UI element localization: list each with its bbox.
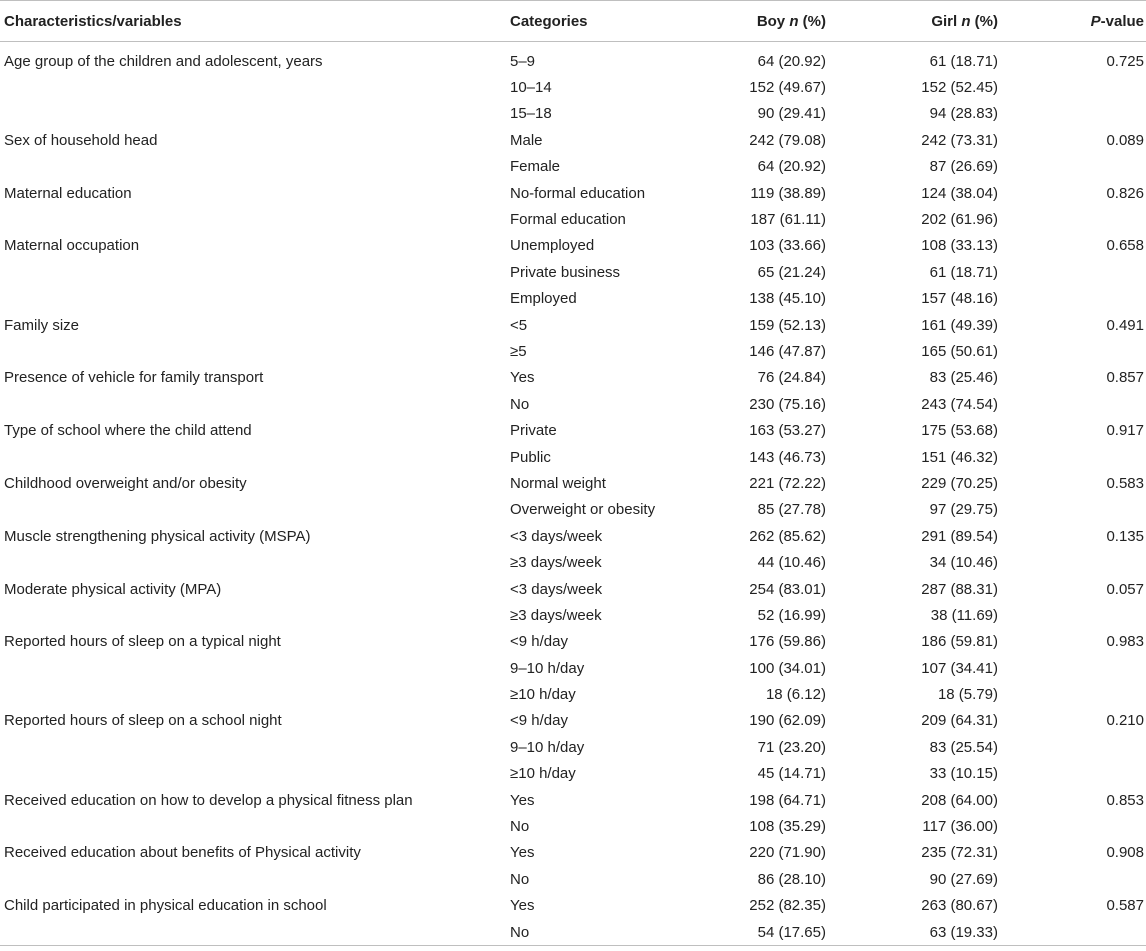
table-row [0,919,1146,946]
boy-value-cell: 138 (45.10) [749,290,826,308]
boy-value-cell: 242 (79.08) [749,131,826,149]
girl-value-cell: 235 (72.31) [921,844,998,862]
table-row [0,523,1146,549]
header-girl-n: n [961,12,971,30]
p-value-cell [998,444,1146,470]
girl-value-cell: 161 (49.39) [921,316,998,334]
table-row [0,840,1146,866]
boy-value-cell: 64 (20.92) [757,52,826,70]
p-value-cell [998,206,1146,232]
header-p-value [998,1,1146,42]
girl-value-cell: 209 (64.31) [921,712,998,730]
table-row [0,206,1146,232]
characteristic-cell: Maternal occupation [4,237,140,255]
header-girl [826,1,998,42]
characteristic-cell: Maternal education [4,184,132,202]
p-value-cell: 0.908 [1106,844,1144,862]
table-row [0,602,1146,628]
category-cell: Yes [510,369,535,387]
boy-value-cell: 76 (24.84) [757,369,826,387]
table-row [0,127,1146,153]
category-cell: No [510,818,530,836]
category-cell: No [510,395,530,413]
p-value-cell [998,74,1146,100]
boy-value-cell: 64 (20.92) [757,158,826,176]
category-cell: <5 [510,316,528,334]
girl-value-cell: 33 (10.15) [929,765,998,783]
girl-value-cell: 124 (38.04) [921,184,998,202]
characteristic-cell: Received education on how to develop a physical fitness plan [4,791,413,809]
p-value-cell [998,813,1146,839]
girl-value-cell: 242 (73.31) [921,131,998,149]
category-cell: ≥3 days/week [510,554,602,572]
category-cell: <3 days/week [510,527,603,545]
p-value-cell: 0.583 [1106,474,1144,492]
p-value-cell: 0.135 [1106,527,1144,545]
p-value-cell [998,549,1146,575]
p-value-cell [998,101,1146,127]
characteristic-cell [0,391,506,417]
boy-value-cell: 262 (85.62) [749,527,826,545]
characteristic-cell: Received education about benefits of Physical activity [4,844,361,862]
table-row [0,866,1146,892]
category-cell: Yes [510,844,535,862]
category-cell: Yes [510,791,535,809]
characteristic-cell [0,444,506,470]
category-cell: Private [510,422,557,440]
girl-value-cell: 83 (25.46) [929,369,998,387]
boy-value-cell: 190 (62.09) [749,712,826,730]
girl-value-cell: 87 (26.69) [929,158,998,176]
characteristic-cell [0,681,506,707]
p-value-cell [998,602,1146,628]
table-body [0,42,1146,946]
boy-value-cell: 221 (72.22) [749,474,826,492]
p-value-cell [998,497,1146,523]
boy-value-cell: 230 (75.16) [749,395,826,413]
table-row [0,470,1146,496]
category-cell: Employed [510,290,577,308]
characteristic-cell [0,761,506,787]
table-row [0,365,1146,391]
table-row [0,497,1146,523]
characteristic-cell [0,74,506,100]
girl-value-cell: 97 (29.75) [929,501,998,519]
category-cell: No [506,919,676,946]
table-row [0,101,1146,127]
category-cell: 9–10 h/day [510,659,585,677]
characteristic-cell [0,549,506,575]
p-value-cell [998,391,1146,417]
p-value-cell [998,655,1146,681]
girl-value-cell: 83 (25.54) [929,738,998,756]
girl-value-cell: 108 (33.13) [921,237,998,255]
p-value-cell [998,338,1146,364]
category-cell: Private business [510,263,621,281]
boy-value-cell: 159 (52.13) [749,316,826,334]
characteristic-cell [0,734,506,760]
girl-value-cell: 202 (61.96) [921,211,998,229]
boy-value-cell: 146 (47.87) [749,342,826,360]
table-row [0,154,1146,180]
category-cell: Female [510,158,561,176]
girl-value-cell: 94 (28.83) [929,105,998,123]
p-value-cell: 0.725 [1106,52,1144,70]
boy-value-cell: 103 (33.66) [749,237,826,255]
p-value-cell [998,154,1146,180]
boy-value-cell: 100 (34.01) [749,659,826,677]
table-row [0,655,1146,681]
characteristic-cell [0,813,506,839]
boy-value-cell: 163 (53.27) [749,422,826,440]
table-row [0,417,1146,443]
table-row [0,42,1146,75]
girl-value-cell: 152 (52.45) [921,79,998,97]
characteristic-cell: Reported hours of sleep on a school night [4,712,282,730]
girl-value-cell: 34 (10.46) [929,554,998,572]
characteristic-cell [0,866,506,892]
table-row [0,576,1146,602]
category-cell: Unemployed [510,237,595,255]
girl-value-cell: 61 (18.71) [929,52,998,70]
p-value-cell: 0.491 [1106,316,1144,334]
table-row [0,549,1146,575]
header-categories: Categories [506,1,676,42]
boy-value-cell: 18 (6.12) [765,686,826,704]
characteristic-cell: Moderate physical activity (MPA) [4,580,222,598]
characteristic-cell [0,602,506,628]
girl-value-cell: 208 (64.00) [921,791,998,809]
table-row [0,338,1146,364]
p-value-cell: 0.057 [1106,580,1144,598]
table-row [0,734,1146,760]
boy-value-cell: 108 (35.29) [749,818,826,836]
characteristic-cell [0,154,506,180]
girl-value-cell: 263 (80.67) [921,897,998,915]
table-header-row [0,1,1146,42]
category-cell: Overweight or obesity [510,501,656,519]
characteristic-cell [0,919,506,946]
characteristic-cell: Presence of vehicle for family transport [4,369,264,387]
category-cell: 5–9 [510,52,536,70]
category-cell: Formal education [510,211,626,229]
p-value-cell: 0.210 [1106,712,1144,730]
girl-value-cell: 287 (88.31) [921,580,998,598]
category-cell: 9–10 h/day [510,738,585,756]
p-value-cell: 0.857 [1106,369,1144,387]
girl-value-cell: 186 (59.81) [921,633,998,651]
p-value-cell: 0.917 [1106,422,1144,440]
header-p-suffix: -value [1100,12,1144,30]
boy-value-cell: 152 (49.67) [749,79,826,97]
table-row [0,629,1146,655]
characteristic-cell [0,206,506,232]
girl-value-cell: 107 (34.41) [921,659,998,677]
category-cell: <3 days/week [510,580,603,598]
p-value-cell [998,761,1146,787]
table-row [0,259,1146,285]
characteristic-cell [0,101,506,127]
header-boy-suffix: (%) [798,12,826,30]
category-cell: ≥10 h/day [510,765,576,783]
category-cell: No-formal education [510,184,646,202]
category-cell: 15–18 [510,105,552,123]
category-cell: ≥3 days/week [510,606,602,624]
characteristic-cell: Reported hours of sleep on a typical night [4,633,281,651]
boy-value-cell: 176 (59.86) [749,633,826,651]
boy-value-cell: 45 (14.71) [757,765,826,783]
characteristic-cell: Age group of the children and adolescent, years [4,52,323,70]
boy-value-cell: 187 (61.11) [750,211,826,229]
table-row [0,893,1146,919]
table-row [0,813,1146,839]
girl-value-cell: 63 (19.33) [826,919,998,946]
characteristic-cell: Type of school where the child attend [4,422,252,440]
p-value-cell [998,866,1146,892]
characteristic-cell [0,497,506,523]
table-row [0,444,1146,470]
girl-value-cell: 90 (27.69) [929,870,998,888]
boy-value-cell: 220 (71.90) [749,844,826,862]
p-value-cell: 0.853 [1106,791,1144,809]
p-value-cell [998,681,1146,707]
p-value-cell [998,259,1146,285]
header-boy [676,1,826,42]
table-row [0,312,1146,338]
boy-value-cell: 252 (82.35) [749,897,826,915]
p-value-cell: 0.826 [1106,184,1144,202]
header-p-italic: P [1090,12,1101,30]
category-cell: Yes [510,897,535,915]
characteristic-cell [0,655,506,681]
girl-value-cell: 117 (36.00) [922,818,998,836]
boy-value-cell: 85 (27.78) [757,501,826,519]
characteristic-cell [0,286,506,312]
table-row [0,74,1146,100]
girl-value-cell: 38 (11.69) [930,606,998,624]
characteristic-cell: Muscle strengthening physical activity (MSPA) [4,527,311,545]
p-value-cell [998,734,1146,760]
girl-value-cell: 18 (5.79) [937,686,998,704]
boy-value-cell: 54 (17.65) [676,919,826,946]
characteristic-cell: Sex of household head [4,131,158,149]
p-value-cell: 0.089 [1106,131,1144,149]
table-row [0,787,1146,813]
category-cell: Public [510,448,551,466]
boy-value-cell: 119 (38.89) [750,184,826,202]
table-row [0,708,1146,734]
table-row [0,233,1146,259]
category-cell: Male [510,131,543,149]
girl-value-cell: 165 (50.61) [921,342,998,360]
girl-value-cell: 151 (46.32) [921,448,998,466]
boy-value-cell: 44 (10.46) [757,554,826,572]
header-boy-prefix: Boy [756,12,790,30]
p-value-cell: 0.658 [1106,237,1144,255]
characteristic-cell [0,338,506,364]
header-boy-n: n [789,12,799,30]
table-row [0,391,1146,417]
table-row [0,286,1146,312]
characteristic-cell [0,259,506,285]
boy-value-cell: 143 (46.73) [749,448,826,466]
p-value-cell: 0.587 [1106,897,1144,915]
p-value-cell [998,919,1146,946]
girl-value-cell: 243 (74.54) [921,395,998,413]
girl-value-cell: 229 (70.25) [921,474,998,492]
category-cell: <9 h/day [510,633,568,651]
category-cell: Normal weight [510,474,606,492]
boy-value-cell: 254 (83.01) [749,580,826,598]
p-value-cell: 0.983 [1106,633,1144,651]
girl-value-cell: 175 (53.68) [921,422,998,440]
characteristic-cell: Family size [4,316,80,334]
header-characteristics: Characteristics/variables [0,1,506,42]
boy-value-cell: 86 (28.10) [757,870,826,888]
category-cell: No [510,870,530,888]
boy-value-cell: 65 (21.24) [757,263,826,281]
girl-value-cell: 61 (18.71) [929,263,998,281]
boy-value-cell: 198 (64.71) [749,791,826,809]
girl-value-cell: 157 (48.16) [921,290,998,308]
boy-value-cell: 52 (16.99) [757,606,826,624]
header-girl-suffix: (%) [970,12,998,30]
table-row [0,681,1146,707]
category-cell: 10–14 [510,79,552,97]
boy-value-cell: 90 (29.41) [757,105,826,123]
category-cell: ≥10 h/day [510,686,576,704]
characteristic-cell: Childhood overweight and/or obesity [4,474,247,492]
characteristic-cell: Child participated in physical education in school [4,897,327,915]
table-row [0,180,1146,206]
p-value-cell [998,286,1146,312]
header-girl-prefix: Girl [931,12,962,30]
category-cell: ≥5 [510,342,527,360]
table-row [0,761,1146,787]
category-cell: <9 h/day [510,712,568,730]
girl-value-cell: 291 (89.54) [921,527,998,545]
boy-value-cell: 71 (23.20) [757,738,826,756]
